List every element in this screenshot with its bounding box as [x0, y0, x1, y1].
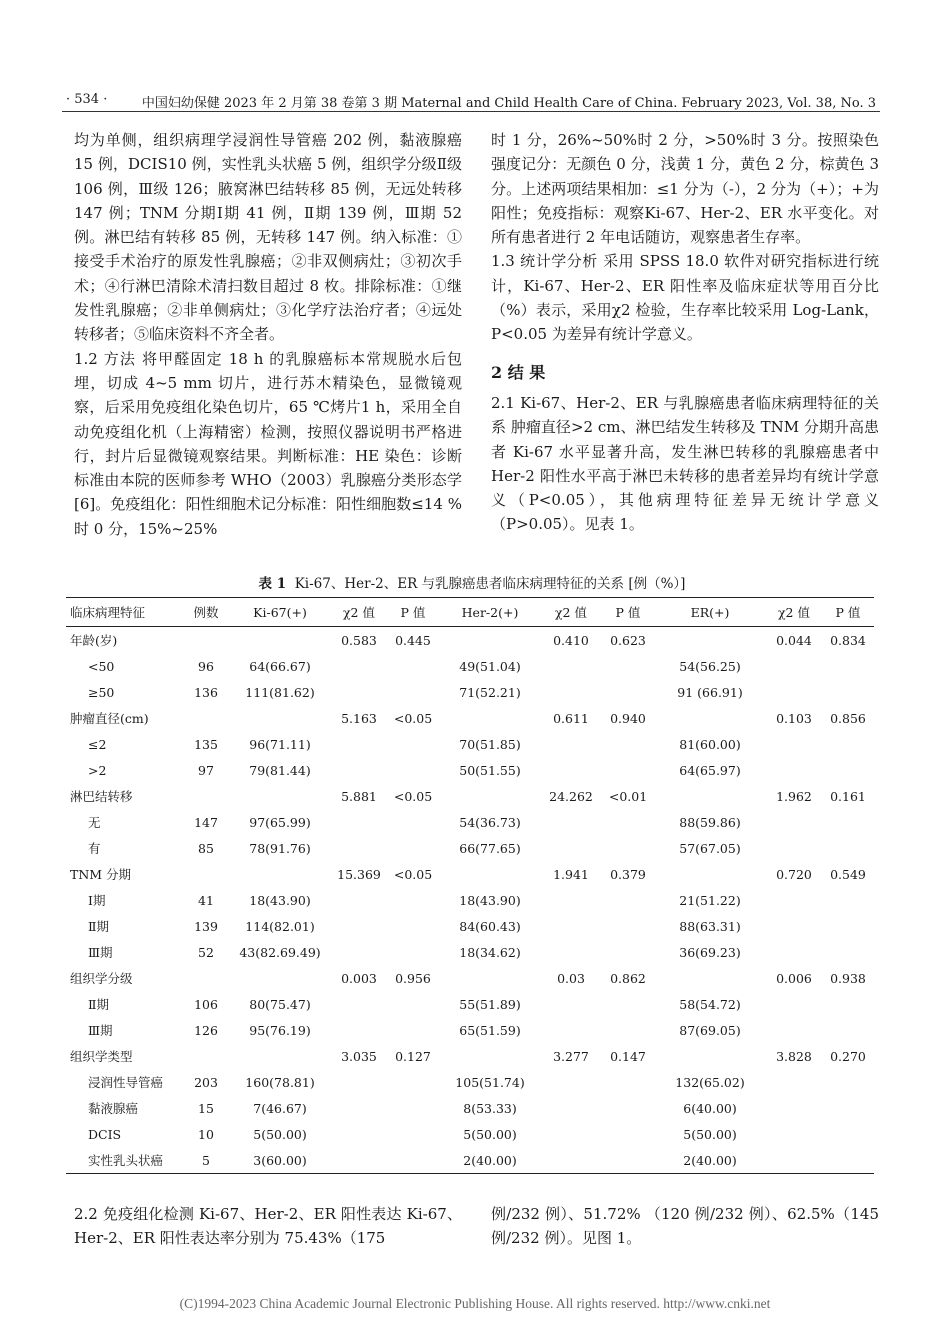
table-cell: 0.445 — [395, 632, 431, 648]
table-cell: 49(51.04) — [459, 658, 521, 674]
table-cell — [332, 1147, 386, 1174]
table-cell: >2 — [88, 762, 107, 778]
table-cell — [766, 1121, 822, 1147]
table-cell: 0.127 — [395, 1048, 431, 1064]
table-cell: 0.161 — [830, 788, 866, 804]
table-row — [66, 939, 874, 965]
running-header — [0, 84, 950, 114]
table-cell: 18(43.90) — [249, 892, 311, 908]
table-cell: 0.940 — [610, 710, 646, 726]
table-cell — [386, 809, 440, 835]
table-cell: 85 — [198, 840, 214, 856]
table-cell: 65(51.59) — [459, 1022, 521, 1038]
table-cell: 97 — [198, 762, 214, 778]
table-cell — [540, 731, 602, 757]
table-cell — [602, 1095, 654, 1121]
table-group-row — [66, 965, 874, 991]
column-header: P 值 — [822, 598, 874, 627]
table-cell: 0.003 — [341, 970, 377, 986]
table-cell: 54(36.73) — [459, 814, 521, 830]
column-header: 例数 — [184, 598, 228, 627]
table-cell — [822, 939, 874, 965]
table-cell — [184, 627, 228, 654]
table-cell — [822, 679, 874, 705]
table-cell: 5(50.00) — [253, 1126, 307, 1142]
table-cell: 147 — [194, 814, 218, 830]
table-cell — [386, 887, 440, 913]
table-cell: <0.05 — [393, 710, 433, 726]
table-cell: 实性乳头状癌 — [66, 1147, 184, 1174]
table-cell — [228, 1043, 332, 1069]
table-cell: 78(91.76) — [249, 840, 311, 856]
table-cell: 有 — [88, 841, 101, 856]
table-cell: 5.881 — [341, 788, 377, 804]
table-cell: 年龄(岁) — [70, 633, 118, 648]
table-cell: 肿瘤直径(cm) — [70, 711, 149, 726]
table-cell — [822, 913, 874, 939]
table-cell — [386, 731, 440, 757]
table-cell: 203 — [194, 1074, 218, 1090]
table-cell — [602, 939, 654, 965]
table-cell: 132(65.02) — [675, 1074, 745, 1090]
table-cell: 5(50.00) — [463, 1126, 517, 1142]
paragraph-ihc-right: 例/232 例）、51.72% （120 例/232 例）、62.5%（145 例/232 例）。见图 1。 — [491, 1205, 879, 1248]
table-cell — [822, 757, 874, 783]
table-cell — [602, 913, 654, 939]
table-row — [66, 991, 874, 1017]
table-row — [66, 1121, 874, 1147]
table-cell: 70(51.85) — [459, 736, 521, 752]
table-cell: 3(60.00) — [228, 1147, 332, 1174]
table-row — [66, 1069, 874, 1095]
table-cell — [332, 939, 386, 965]
table-cell — [440, 783, 540, 809]
table-cell — [440, 705, 540, 731]
table-cell: 0.006 — [776, 970, 812, 986]
table-cell: 84(60.43) — [459, 918, 521, 934]
table-cell — [386, 653, 440, 679]
column-header: P 值 — [602, 598, 654, 627]
table-row — [66, 757, 874, 783]
section-heading-results: 2 结 果 — [491, 362, 546, 382]
table-cell — [540, 679, 602, 705]
table-cell: ≥50 — [88, 684, 115, 700]
table-cell: 0.583 — [341, 632, 377, 648]
table-cell — [822, 991, 874, 1017]
paragraph-statistics: 1.3 统计学分析 采用 SPSS 18.0 软件对研究指标进行统计，Ki-67、Her-2、ER 阳性率及临床症状等用百分比（%）表示，采用χ2 检验，生存率比较采用 Log-Lank，P<0.05 为差异有统计学意义。 — [491, 252, 879, 344]
table-row — [66, 1147, 874, 1174]
table-cell: Ⅱ期 — [88, 919, 109, 934]
table-cell — [184, 705, 228, 731]
table-cell — [654, 1043, 766, 1069]
table-cell — [228, 705, 332, 731]
table-cell: 浸润性导管癌 — [88, 1075, 164, 1090]
table-cell — [184, 1043, 228, 1069]
table-cell — [386, 679, 440, 705]
table-cell: 15 — [198, 1100, 214, 1116]
table-cell — [228, 783, 332, 809]
table-cell — [766, 809, 822, 835]
table-cell: 135 — [194, 736, 218, 752]
table-cell — [602, 1017, 654, 1043]
table-cell — [822, 1121, 874, 1147]
table-cell: 105(51.74) — [455, 1074, 525, 1090]
table-cell — [540, 939, 602, 965]
table-cell: 5(50.00) — [683, 1126, 737, 1142]
table-cell — [766, 1017, 822, 1043]
table-cell: 15.369 — [337, 866, 381, 882]
table-cell: 66(77.65) — [459, 840, 521, 856]
table-cell — [766, 991, 822, 1017]
table-cell — [822, 1017, 874, 1043]
table-cell — [386, 991, 440, 1017]
table-cell: <50 — [88, 658, 115, 674]
table-cell: Ⅲ期 — [88, 945, 113, 960]
table-cell: 24.262 — [549, 788, 593, 804]
table-cell: 0.856 — [830, 710, 866, 726]
table-row — [66, 835, 874, 861]
table-cell — [228, 965, 332, 991]
results-table — [66, 597, 874, 1174]
table-cell — [184, 783, 228, 809]
table-cell: 组织学分级 — [70, 971, 133, 986]
table-cell: 95(76.19) — [249, 1022, 311, 1038]
table-cell — [822, 1147, 874, 1174]
table-row — [66, 1095, 874, 1121]
table-cell — [822, 835, 874, 861]
table-cell: Ⅲ期 — [88, 1023, 113, 1038]
table-group-row — [66, 705, 874, 731]
copyright-footer: (C)1994-2023 China Academic Journal Electronic Publishing House. All rights reserved. http://www.cnki.net — [179, 1296, 771, 1311]
table-cell — [386, 939, 440, 965]
table-cell — [766, 939, 822, 965]
table-cell — [602, 809, 654, 835]
table-cell: 0.862 — [610, 970, 646, 986]
table-cell: 3.277 — [553, 1048, 589, 1064]
table-cell — [228, 861, 332, 887]
page-number: · 534 · — [66, 92, 108, 107]
table-row — [66, 679, 874, 705]
table-cell — [440, 965, 540, 991]
table-cell: 71(52.21) — [459, 684, 521, 700]
table-cell: 0.834 — [830, 632, 866, 648]
table-cell — [822, 731, 874, 757]
table-cell: 0.549 — [830, 866, 866, 882]
table-cell: TNM 分期 — [70, 867, 132, 882]
table-cell — [602, 731, 654, 757]
table-cell: 3.828 — [776, 1048, 812, 1064]
table-cell: 50(51.55) — [459, 762, 521, 778]
table-cell — [654, 783, 766, 809]
table-cell: 1.962 — [776, 788, 812, 804]
journal-info: 中国妇幼保健 2023 年 2 月第 38 卷第 3 期 Maternal and Child Health Care of China. February 2023, Vol. 38, No. 3 — [141, 96, 876, 111]
paragraph-patients: 均为单侧，组织病理学浸润性导管癌 202 例，黏液腺癌 15 例，DCIS10 例，实性乳头状癌 5 例，组织学分级Ⅱ级 106 例，Ⅲ级 126；腋窝淋巴结转移 85 例，无远处转移 147 例；TNM 分期Ⅰ期 41 例，Ⅱ期 139 例，Ⅲ期 52 例。淋巴结有转移 85 例，无转移 147 例。纳入标准：①接受手术治疗的原发性乳腺癌；②非双侧病灶；③初次手术；④行淋巴清除术清扫数目超过 8 枚。排除标准：①继发性乳腺癌；②非单侧病灶；③化学疗法治疗者；④远处转移者；⑤临床资料不齐全者。 — [74, 131, 462, 344]
table-cell — [766, 835, 822, 861]
table-cell — [602, 653, 654, 679]
table-cell — [332, 887, 386, 913]
table-cell: 91 (66.91) — [677, 684, 743, 700]
table-label: 表 1 — [258, 576, 287, 592]
table-cell — [602, 679, 654, 705]
table-row — [66, 887, 874, 913]
table-cell: 无 — [88, 815, 101, 830]
table-cell: 88(63.31) — [679, 918, 741, 934]
table-cell: 160(78.81) — [245, 1074, 315, 1090]
table-caption — [62, 572, 882, 592]
table-cell: 0.270 — [830, 1048, 866, 1064]
table-cell: 88(59.86) — [679, 814, 741, 830]
column-header: Ki-67(+) — [228, 598, 332, 627]
table-cell: 淋巴结转移 — [70, 789, 133, 804]
table-cell: 0.938 — [830, 970, 866, 986]
table-cell — [332, 679, 386, 705]
table-cell — [766, 887, 822, 913]
table-cell — [766, 1095, 822, 1121]
paragraph-scoring: 时 1 分，26%~50%时 2 分，>50%时 3 分。按照染色强度记分：无颜色 0 分，浅黄 1 分，黄色 2 分，棕黄色 3 分。上述两项结果相加：≤1 分为（-），2 分为（+）；+为阳性；免疫指标：观察Ki-67、Her-2、ER 水平变化。对所有患者进行 2 年电话随访，观察患者生存率。 — [491, 131, 879, 247]
table-cell: 18(34.62) — [459, 944, 521, 960]
table-cell — [540, 1147, 602, 1174]
column-header: χ2 值 — [766, 598, 822, 627]
table-cell: 0.103 — [776, 710, 812, 726]
table-cell: 0.03 — [557, 970, 585, 986]
table-cell: 36(69.23) — [679, 944, 741, 960]
table-cell: 114(82.01) — [245, 918, 315, 934]
table-cell — [386, 757, 440, 783]
table-cell — [332, 731, 386, 757]
table-cell — [602, 1121, 654, 1147]
table-group-row — [66, 783, 874, 809]
table-cell: 55(51.89) — [459, 996, 521, 1012]
table-cell: <0.05 — [393, 788, 433, 804]
table-cell — [766, 1147, 822, 1174]
table-cell: DCIS — [88, 1126, 122, 1142]
column-header: Her-2(+) — [440, 598, 540, 627]
table-cell: 7(46.67) — [253, 1100, 307, 1116]
table-cell — [766, 913, 822, 939]
table-cell: 0.147 — [610, 1048, 646, 1064]
table-cell: 0.611 — [553, 710, 589, 726]
table-cell — [822, 887, 874, 913]
table-cell: 0.410 — [553, 632, 589, 648]
table-cell: 126 — [194, 1022, 218, 1038]
right-column — [491, 128, 879, 537]
table-cell — [766, 731, 822, 757]
table-cell — [386, 1121, 440, 1147]
table-cell: 18(43.90) — [459, 892, 521, 908]
column-header: χ2 值 — [540, 598, 602, 627]
table-cell: 6(40.00) — [683, 1100, 737, 1116]
table-cell — [766, 679, 822, 705]
table-cell — [332, 653, 386, 679]
table-cell: 58(54.72) — [679, 996, 741, 1012]
table-cell: Ⅰ期 — [88, 893, 106, 908]
table-cell: 80(75.47) — [249, 996, 311, 1012]
table-header-row — [66, 598, 874, 627]
column-header: ER(+) — [654, 598, 766, 627]
table-caption-text: Ki-67、Her-2、ER 与乳腺癌患者临床病理特征的关系 [例（%）] — [294, 576, 686, 592]
table-cell: 79(81.44) — [249, 762, 311, 778]
table-cell — [602, 1147, 654, 1174]
table-cell: 0.956 — [395, 970, 431, 986]
table-cell — [766, 757, 822, 783]
table-cell — [332, 913, 386, 939]
table-cell — [540, 1095, 602, 1121]
table-cell: <0.01 — [608, 788, 648, 804]
table-cell — [602, 835, 654, 861]
table-group-row — [66, 861, 874, 887]
table-cell — [822, 809, 874, 835]
table-cell: 10 — [198, 1126, 214, 1142]
table-cell: 52 — [198, 944, 214, 960]
table-cell — [440, 861, 540, 887]
table-cell: ≤2 — [88, 736, 107, 752]
table-cell — [440, 1043, 540, 1069]
table-cell — [540, 653, 602, 679]
table-row — [66, 653, 874, 679]
table-cell — [602, 1069, 654, 1095]
table-cell: 0.720 — [776, 866, 812, 882]
table-cell — [332, 1095, 386, 1121]
table-cell: 54(56.25) — [679, 658, 741, 674]
table-cell — [654, 627, 766, 654]
table-cell: 64(65.97) — [679, 762, 741, 778]
header-rule — [62, 111, 880, 112]
table-row — [66, 1017, 874, 1043]
column-header: χ2 值 — [332, 598, 386, 627]
column-header: P 值 — [386, 598, 440, 627]
table-cell — [228, 627, 332, 654]
table-cell: 97(65.99) — [249, 814, 311, 830]
paragraph-results-2-1: 2.1 Ki-67、Her-2、ER 与乳腺癌患者临床病理特征的关系 肿瘤直径>2 cm、淋巴结发生转移及 TNM 分期升高患者 Ki-67 水平显著升高，发生淋巴转移的乳腺癌患者中 Her-2 阳性水平高于淋巴未转移的患者差异均有统计学意义（P<0.05），其他病理特征差异无统计学意义（P>0.05）。见表 1。 — [491, 393, 879, 534]
table-cell — [184, 965, 228, 991]
paragraph-methods: 1.2 方法 将甲醛固定 18 h 的乳腺癌标本常规脱水后包埋，切成 4~5 mm 切片，进行苏木精染色，显微镜观察，后采用免疫组化染色切片，65 ℃烤片1 h，采用全自动免疫组化机（上海精密）检测，按照仪器说明书严格进行，封片后显微镜观察结果。判断标准：HE 染色：诊断标准由本院的医师参考 WHO（2003）乳腺癌分类形态学 [6]。免疫组化：阳性细胞术记分标准：阳性细胞数≤14 %时 0 分，15%~25% — [74, 349, 462, 538]
table-cell — [332, 1017, 386, 1043]
table-cell: 1.941 — [553, 866, 589, 882]
table-cell — [654, 965, 766, 991]
table-cell: <0.05 — [393, 866, 433, 882]
table-cell: 5 — [184, 1147, 228, 1174]
table-cell — [386, 1017, 440, 1043]
table-cell — [332, 991, 386, 1017]
table-group-row — [66, 1043, 874, 1069]
table-cell — [822, 1095, 874, 1121]
table-cell: 111(81.62) — [245, 684, 315, 700]
table-cell — [332, 757, 386, 783]
table-cell: 41 — [198, 892, 214, 908]
table-cell: 136 — [194, 684, 218, 700]
table-cell: 2(40.00) — [440, 1147, 540, 1174]
table-cell — [332, 809, 386, 835]
table-cell — [540, 757, 602, 783]
table-cell: 0.379 — [610, 866, 646, 882]
table-cell — [332, 1121, 386, 1147]
table-row — [66, 913, 874, 939]
table-cell: 8(53.33) — [463, 1100, 517, 1116]
column-header: 临床病理特征 — [66, 598, 184, 627]
table-cell — [766, 1069, 822, 1095]
table-cell — [386, 1147, 440, 1174]
table-cell — [654, 705, 766, 731]
table-cell — [540, 835, 602, 861]
table-cell — [386, 1095, 440, 1121]
table-cell: 2(40.00) — [654, 1147, 766, 1174]
table-cell — [540, 1121, 602, 1147]
table-cell — [386, 835, 440, 861]
table-cell — [602, 991, 654, 1017]
table-cell: 黏液腺癌 — [88, 1101, 139, 1116]
table-cell — [822, 653, 874, 679]
table-cell — [540, 809, 602, 835]
table-cell: 0.044 — [776, 632, 812, 648]
table-cell — [602, 757, 654, 783]
table-cell: 139 — [194, 918, 218, 934]
table-cell — [332, 835, 386, 861]
table-cell: 57(67.05) — [679, 840, 741, 856]
table-cell: 0.623 — [610, 632, 646, 648]
table-cell — [766, 653, 822, 679]
table-cell — [386, 1069, 440, 1095]
table-cell: 106 — [194, 996, 218, 1012]
paragraph-ihc-left: 2.2 免疫组化检测 Ki-67、Her-2、ER 阳性表达 Ki-67、Her-2、ER 阳性表达率分别为 75.43%（175 — [74, 1205, 462, 1248]
table-cell — [822, 1069, 874, 1095]
table-cell: 3.035 — [341, 1048, 377, 1064]
table-group-row — [66, 627, 874, 654]
table-row — [66, 809, 874, 835]
table-cell — [540, 991, 602, 1017]
table-cell — [184, 861, 228, 887]
table-cell: 43(82.69.49) — [239, 944, 321, 960]
table-row — [66, 731, 874, 757]
table-cell — [540, 1017, 602, 1043]
table-cell — [540, 1069, 602, 1095]
left-column — [74, 128, 462, 541]
table-cell: 81(60.00) — [679, 736, 741, 752]
table-cell — [386, 913, 440, 939]
table-cell — [332, 1069, 386, 1095]
table-cell: 5.163 — [341, 710, 377, 726]
table-cell — [540, 887, 602, 913]
table-cell: 64(66.67) — [249, 658, 311, 674]
table-cell: Ⅱ期 — [88, 997, 109, 1012]
table-cell: 96 — [198, 658, 214, 674]
table-cell: 组织学类型 — [70, 1049, 133, 1064]
table-cell: 87(69.05) — [679, 1022, 741, 1038]
table-cell — [602, 887, 654, 913]
table-cell: 96(71.11) — [249, 736, 311, 752]
table-cell — [440, 627, 540, 654]
table-cell — [654, 861, 766, 887]
table-cell — [540, 913, 602, 939]
table-cell: 21(51.22) — [679, 892, 741, 908]
